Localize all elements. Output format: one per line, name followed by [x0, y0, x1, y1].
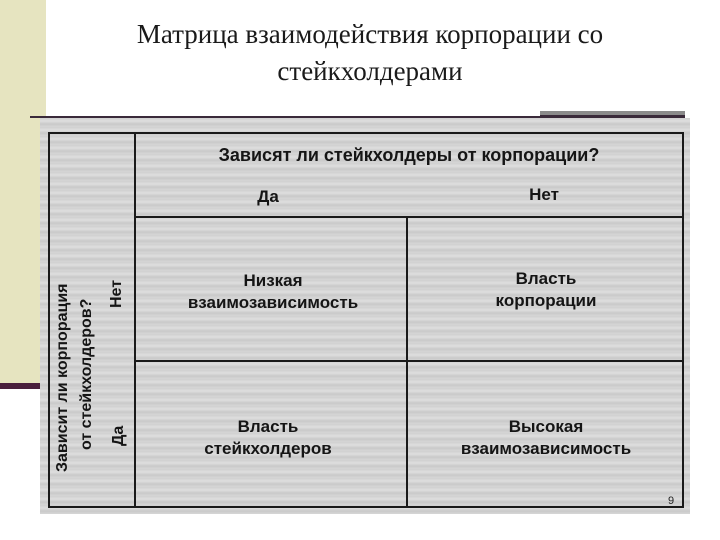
matrix-border-left — [48, 132, 50, 508]
cell-low-interdependence-line-2: взаимозависимость — [187, 293, 359, 312]
cell-stakeholder-power-line-2: стейкхолдеров — [204, 439, 332, 458]
cell-corporation-power-line-2: корпорации — [495, 291, 597, 310]
cell-high-interdependence-line-1: Высокая — [508, 417, 584, 436]
row-label-divider — [134, 132, 136, 508]
stakeholder-matrix — [48, 132, 684, 508]
page-number: 9 — [668, 495, 675, 507]
slide-title-line-1: Матрица взаимодействия корпорации со — [136, 19, 604, 49]
row-question-line-1: Зависит ли корпорация — [54, 283, 71, 472]
column-no-label: Нет — [529, 185, 559, 204]
cell-corporation-power — [426, 268, 666, 312]
matrix-border-bottom — [48, 506, 684, 508]
row-question-line-2: от стейкхолдеров? — [78, 298, 95, 450]
slide-title — [60, 16, 680, 90]
cell-stakeholder-power-line-1: Власть — [237, 417, 299, 436]
cell-high-interdependence — [418, 416, 674, 460]
cell-low-interdependence — [158, 270, 388, 314]
row-center-divider — [134, 360, 684, 362]
cell-corporation-power-line-1: Власть — [515, 269, 577, 288]
cell-stakeholder-power — [148, 416, 388, 460]
row-no-label: Нет — [108, 279, 125, 308]
matrix-border-top — [48, 132, 684, 134]
column-center-divider — [406, 216, 408, 508]
slide-title-line-2: стейкхолдерами — [277, 56, 463, 86]
cell-high-interdependence-line-2: взаимозависимость — [460, 439, 632, 458]
column-yes-label: Да — [257, 187, 279, 206]
row-yes-label: Да — [110, 425, 127, 446]
header-divider — [134, 216, 684, 218]
matrix-border-right — [682, 132, 684, 508]
cell-low-interdependence-line-1: Низкая — [243, 271, 303, 290]
column-question-label: Зависят ли стейкхолдеры от корпорации? — [218, 145, 600, 165]
